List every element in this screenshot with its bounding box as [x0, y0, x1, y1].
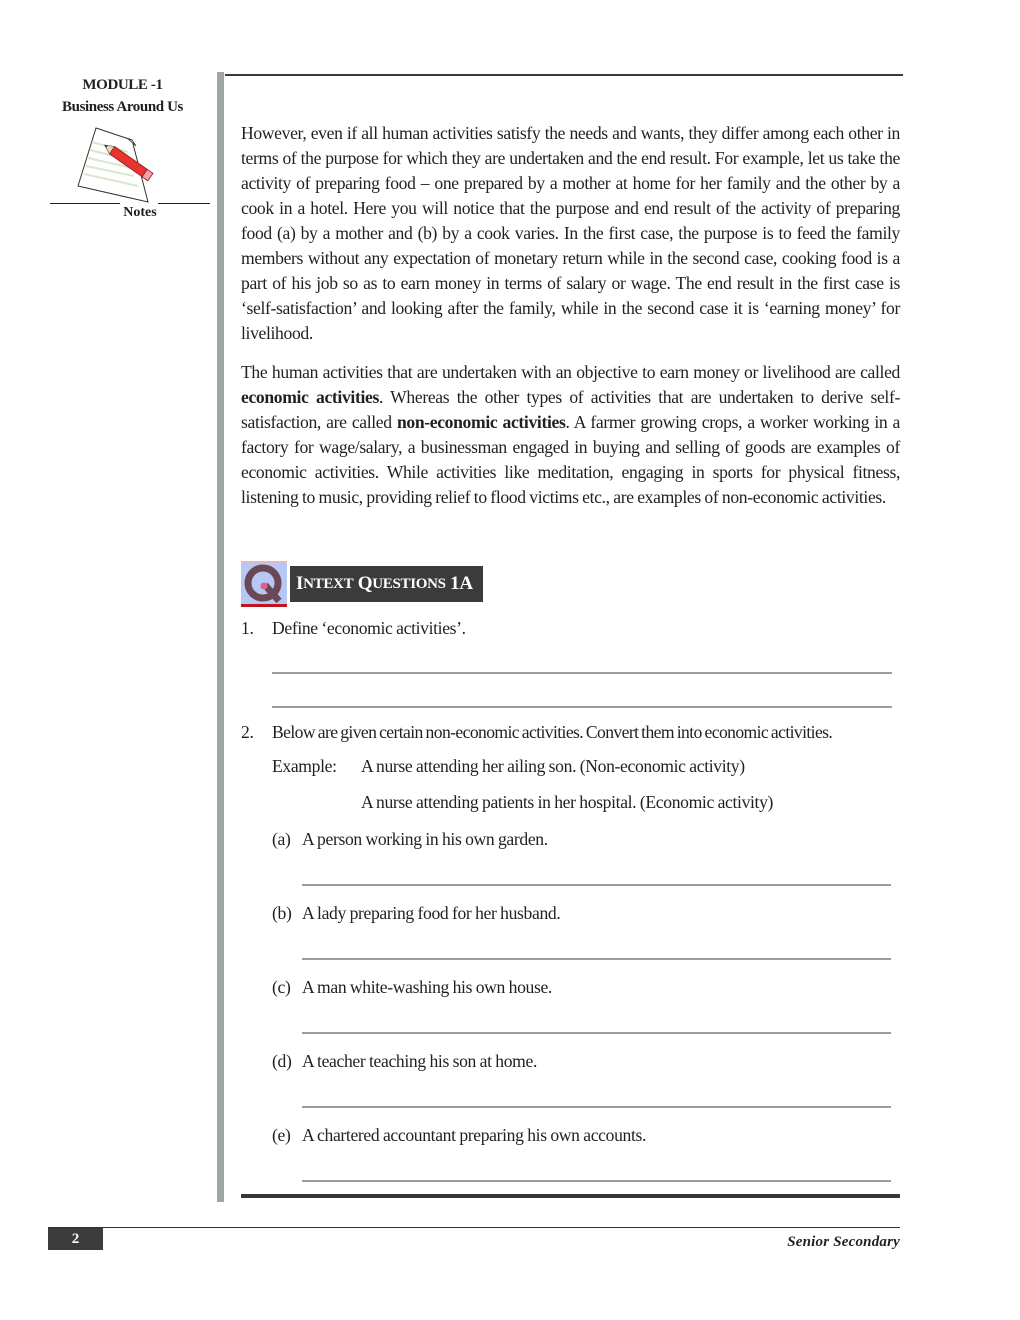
sub-question-e [272, 1125, 646, 1146]
example-row-1 [272, 756, 745, 777]
title-cap-i: I [296, 573, 304, 594]
page-number: 2 [48, 1228, 103, 1250]
title-ntext: NTEXT [303, 575, 354, 592]
example-economic: A nurse attending patients in her hospital. (Economic activity) [361, 792, 774, 812]
footer-rule [48, 1227, 900, 1228]
notes-label: Notes [123, 205, 157, 220]
sub-question-c-text: A man white-washing his own house. [302, 977, 552, 997]
question-1 [241, 618, 466, 639]
paragraph-1: However, even if all human activities satisfy the needs and wants, they differ among each other in terms of the purpose for which they are undertaken and the end result. For example, let us take the activity of preparing food – one prepared by a mother at home for her family and the other by a cook in a hotel. Here you will notice that the purpose and end result of the activity of preparing food (a) by a mother and (b) by a cook varies. In the first case, the purpose is to feed the family members without any expectation of monetary return while in the second case, cooking food is a part of his job so as to earn money in terms of salary or wage. The end result in the first case is ‘self-satisfaction’ and looking after the family, while in the second case it is ‘earning money’ for livelihood. [241, 123, 900, 343]
answer-line-b[interactable] [302, 958, 891, 960]
module-header [40, 74, 205, 118]
sub-question-d-text: A teacher teaching his son at home. [302, 1051, 538, 1071]
sub-question-c-label: (c) [272, 977, 291, 997]
sub-question-e-text: A chartered accountant preparing his own accounts. [302, 1125, 647, 1145]
top-rule [225, 74, 903, 76]
sub-question-d-label: (d) [272, 1051, 292, 1071]
sub-question-d [272, 1051, 537, 1072]
answer-line-q1-2[interactable] [272, 706, 892, 708]
sub-question-b [272, 903, 560, 924]
question-2-number: 2. [241, 722, 254, 742]
paragraph-2-text-c: . A farmer growing crops, a worker working in a factory for wage/salary, a businessman engaged in buying and selling of goods are examples of economic activities. While activities like meditation, engaging in sports for physical fitness, listening to music, providing relief to flood victims etc., are examples of non-economic activities. [241, 412, 901, 507]
paragraph-2-text-b: . Whereas the other types of activities that are undertaken to derive self-satisfaction, are called [241, 387, 900, 432]
series-title: Senior Secondary [787, 1234, 900, 1250]
module-title: Business Around Us [62, 99, 183, 115]
answer-line-e[interactable] [302, 1180, 891, 1182]
notepad-pencil-icon [72, 124, 162, 208]
body-text [241, 121, 900, 510]
sub-question-a [272, 829, 548, 850]
sub-question-e-label: (e) [272, 1125, 291, 1145]
section-end-rule [241, 1194, 900, 1198]
question-q-icon [241, 561, 287, 607]
answer-line-a[interactable] [302, 884, 891, 886]
title-uestions: UESTIONS [372, 575, 446, 592]
question-2 [241, 722, 832, 743]
title-cap-q: Q [357, 573, 373, 594]
intext-questions-banner [241, 561, 483, 607]
paragraph-2-text-a: The human activities that are undertaken with an objective to earn money or livelihood are called [241, 362, 900, 382]
sub-question-b-text: A lady preparing food for her husband. [302, 903, 561, 923]
sub-question-c [272, 977, 552, 998]
term-non-economic-activities: non-economic activities [396, 412, 566, 432]
margin-bar [217, 72, 224, 1202]
paragraph-2 [241, 360, 900, 510]
question-2-text: Below are given certain non-economic activities. Convert them into economic activities. [272, 722, 833, 742]
example-label: Example: [272, 756, 337, 776]
answer-line-d[interactable] [302, 1106, 891, 1108]
answer-line-c[interactable] [302, 1032, 891, 1034]
question-1-text: Define ‘economic activities’. [272, 618, 466, 638]
notes-divider-left [50, 203, 120, 204]
sub-question-b-label: (b) [272, 903, 292, 923]
title-number: 1A [450, 573, 473, 594]
question-1-number: 1. [241, 618, 254, 638]
sub-question-a-label: (a) [272, 829, 291, 849]
example-row-2 [361, 792, 773, 813]
answer-line-q1-1[interactable] [272, 672, 892, 674]
module-label: MODULE -1 [82, 77, 163, 93]
sub-question-a-text: A person working in his own garden. [302, 829, 548, 849]
term-economic-activities: economic activities [241, 387, 379, 407]
example-non-economic: A nurse attending her ailing son. (Non-economic activity) [361, 756, 745, 776]
intext-title [290, 566, 483, 602]
